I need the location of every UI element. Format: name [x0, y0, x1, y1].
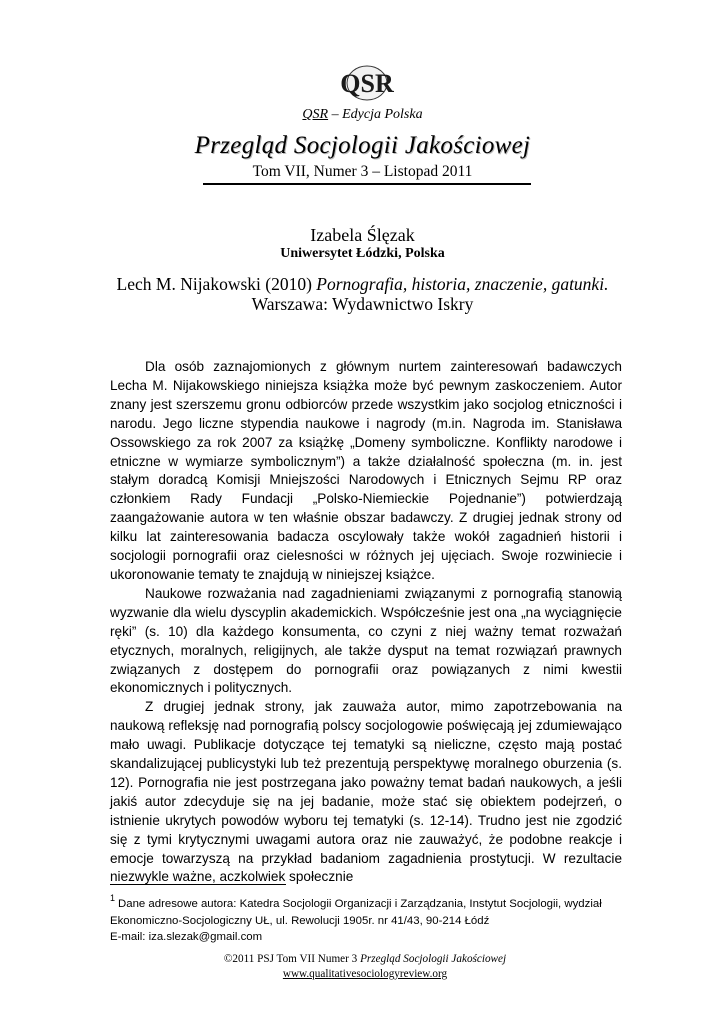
journal-title: Przegląd Socjologii Jakościowej: [194, 132, 531, 159]
reviewed-book-publisher: Warszawa: Wydawnictwo Iskry: [251, 294, 474, 314]
footnote: [110, 890, 625, 946]
paragraph: Naukowe rozważania nad zagadnieniami związanymi z pornografią stanowią wyzwanie dla wielu dyscyplin akademickich. Współcześnie jest ona „na wyciągnięcie ręki” (s. 10) dla każdego konsumenta, co czyni z niej ważny temat rozważań etycznych, moralnych, religijnych, ale także dysput na temat rozwiązań prawnych związanych z dostępem do pornografii oraz powiązanych z nimi kwestii ekonomicznych i politycznych.: [110, 585, 622, 696]
logo-text: QSR: [340, 69, 394, 98]
journal-series: [0, 107, 725, 123]
author-affiliation: Uniwersytet Łódzki, Polska: [280, 246, 445, 261]
reviewed-book-citation: [0, 274, 725, 295]
footnote-email: E-mail: iza.slezak@gmail.com: [110, 931, 263, 943]
footnote-address: Dane adresowe autora: Katedra Socjologii Organizacji i Zarządzania, Instytut Socjologii, wydział Ekonomiczno-Socjologiczny UŁ, ul. Rewolucji 1905r. nr 41/43, 90-214 Łódź: [110, 898, 602, 927]
paragraph: Z drugiej jednak strony, jak zauważa autor, mimo zapotrzebowania na naukową refleksję nad pornografią polscy socjologowie poświęcają jej zdumiewająco mało uwagi. Publikacje dotyczące tej tematyki są nieliczne, często mają postać skandalizującej publicystyki lub też prezentują perspektywę moralnego oburzenia (s. 12). Pornografia nie jest postrzegana jako poważny temat badań naukowych, a jeśli jakiś autor zdecyduje się na jej badanie, może stać się obiektem podejrzeń, o istnienie ukrytych powodów wyboru tej tematyki (s. 12-14). Trudno jest nie zgodzić się z tymi krytycznymi uwagami autora oraz nie zauważyć, że podobne reakcje i emocje towarzyszą na przykład badaniom zagadnienia prostytucji. W rezultacie niezwykle ważne, aczkolwiek społecznie: [110, 699, 622, 885]
header-divider: [203, 183, 531, 185]
footer-journal: Przegląd Socjologii Jakościowej: [360, 953, 507, 965]
series-edition: – Edycja Polska: [328, 107, 423, 122]
footer-url-link[interactable]: www.qualitativesociologyreview.org: [282, 968, 448, 980]
reviewed-author-year: Lech M. Nijakowski (2010): [116, 274, 312, 294]
footer-copyright: ©2011 PSJ Tom VII Numer 3: [223, 953, 361, 965]
footnote-divider: [110, 884, 286, 885]
issue-info: Tom VII, Numer 3 – Listopad 2011: [252, 163, 473, 180]
article-body: [110, 358, 622, 887]
reviewed-book-title: Pornografia, historia, znaczenie, gatunki.: [316, 274, 609, 294]
author-name: Izabela Ślęzak: [310, 225, 415, 245]
paragraph: Dla osób zaznajomionych z głównym nurtem zainteresowań badawczych Lecha M. Nijakowskiego niniejsza książka może być pewnym zaskoczeniem. Autor znany jest szerszemu gronu odbiorców przede wszystkim jako socjolog etniczności i narodu. Jego liczne stypendia naukowe i nagrody (m.in. Nagroda im. Stanisława Ossowskiego za rok 2007 za książkę „Domeny symboliczne. Konflikty narodowe i etniczne w wymiarze symbolicznym”) a także działalność społeczna (m. in. jest stałym doradcą Komisji Mniejszości Narodowych i Etnicznych Sejmu RP oraz członkiem Rady Fundacji „Polsko-Niemieckie Pojednanie”) potwierdzają zaangażowanie autora w ten właśnie obszar badawczy. Z drugiej jednak strony od kilku lat zainteresowania badacza oscylowały także wokół zagadnień historii i socjologii pornografii oraz cielesności w różnych jej ujęciach. Swoje rozwiniecie i ukoronowanie tematy te znajdują w niniejszej książce.: [110, 359, 622, 582]
journal-logo: [333, 62, 401, 104]
series-abbr: QSR: [302, 107, 329, 122]
page-footer: [215, 952, 515, 982]
footnote-marker: 1: [110, 893, 116, 903]
